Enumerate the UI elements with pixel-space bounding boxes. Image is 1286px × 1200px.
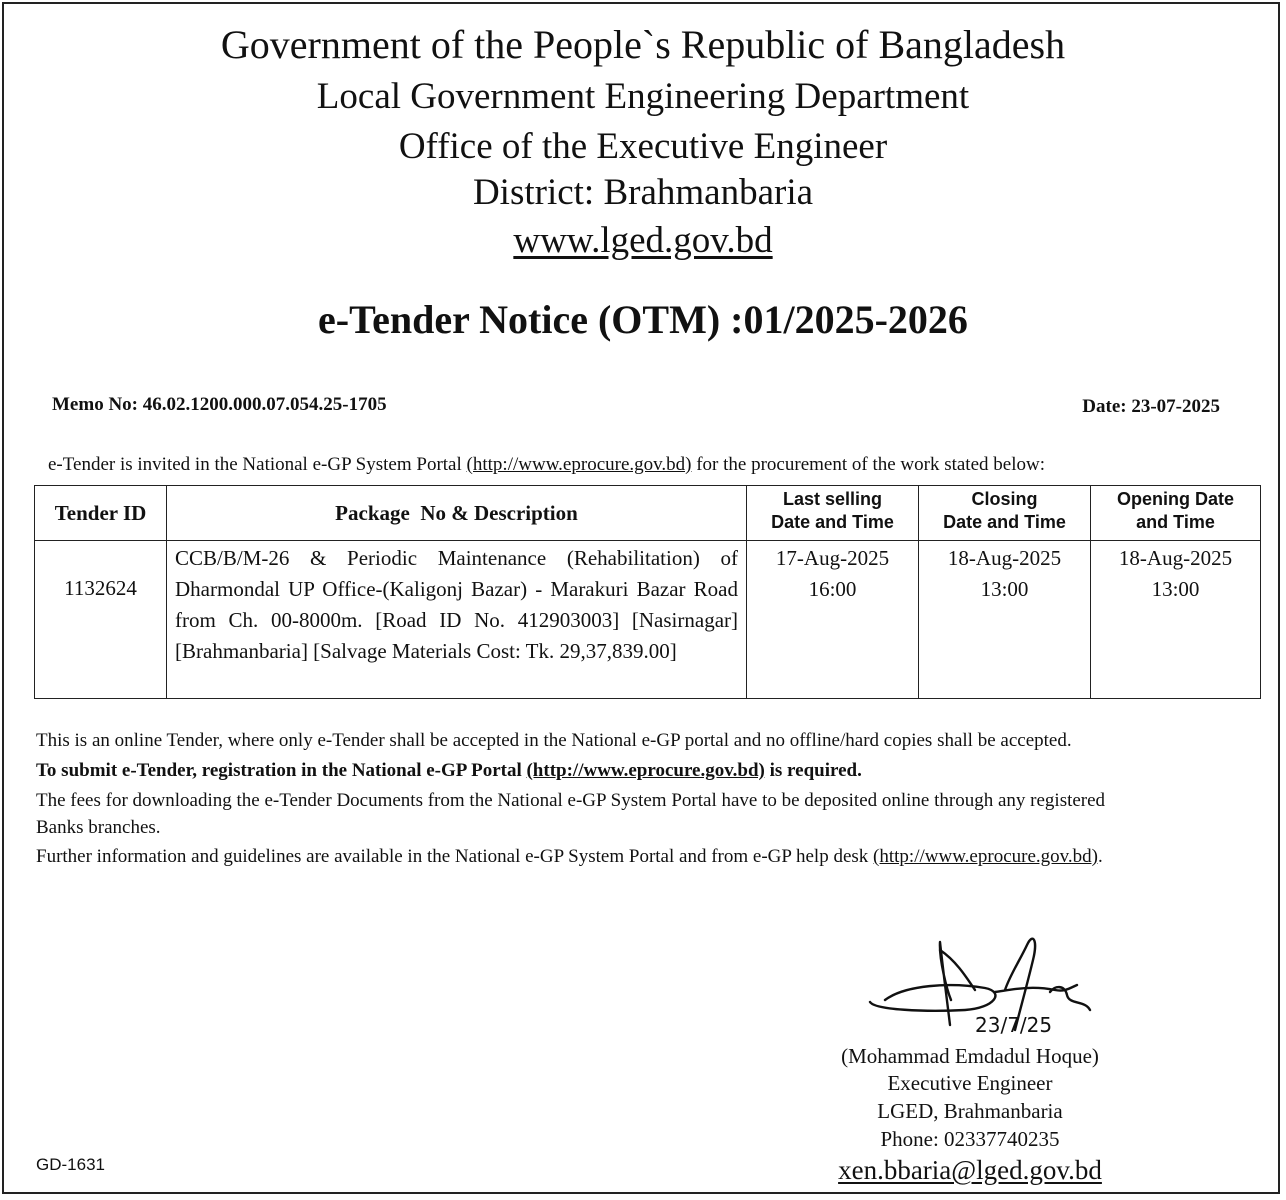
header-last-selling-line2: Date and Time (771, 512, 894, 532)
header-closing-line1: Closing (971, 489, 1038, 509)
closing-cell (919, 541, 1091, 699)
header-tender-id: Tender ID (35, 486, 167, 541)
signatory-office: LGED, Brahmanbaria (877, 1099, 1063, 1123)
header-district: District: Brahmanbaria (472, 172, 814, 213)
header-package: Package No & Description (167, 486, 747, 541)
intro-text (48, 454, 1045, 476)
header-office: Office of the Executive Engineer (398, 126, 888, 167)
notice-title: e-Tender Notice (OTM) :01/2025-2026 (318, 297, 968, 342)
eprocure-link[interactable]: (http://www.eprocure.gov.bd) (466, 454, 692, 475)
registration-before: To submit e-Tender, registration in the National e-GP Portal (36, 760, 527, 781)
opening-cell (1091, 541, 1261, 699)
tender-table (34, 485, 1261, 699)
opening-date: 18-Aug-2025 (1118, 546, 1233, 570)
table-header-row (35, 486, 1261, 541)
header-closing (919, 486, 1091, 541)
help-desk-link[interactable]: (http://www.eprocure.gov.bd) (873, 846, 1098, 867)
notice-date: Date: 23-07-2025 (1082, 396, 1220, 417)
table-row (35, 541, 1261, 699)
header-opening-line1: Opening Date (1116, 489, 1234, 509)
signatory-designation: Executive Engineer (887, 1071, 1053, 1095)
header-opening-line2: and Time (1136, 512, 1215, 532)
memo-number: Memo No: 46.02.1200.000.07.054.25-1705 (52, 394, 387, 415)
signatory-email-link[interactable]: xen.bbaria@lged.gov.bd (838, 1155, 1102, 1185)
signatory-phone: Phone: 02337740235 (880, 1127, 1060, 1151)
header-website-line (0, 220, 1286, 262)
closing-date: 18-Aug-2025 (947, 546, 1062, 570)
header-closing-line2: Date and Time (943, 512, 1066, 532)
further-info-after: . (1097, 846, 1103, 867)
handwritten-signature (855, 930, 1135, 1050)
last-selling-date: 17-Aug-2025 (775, 546, 890, 570)
tender-id-cell: 1132624 (35, 541, 167, 699)
further-info-before: Further information and guidelines are available in the National e-GP System Portal and from e-GP help desk (36, 846, 874, 867)
intro-before: e-Tender is invited in the National e-GP System Portal (48, 454, 467, 475)
registration-after: is required. (764, 760, 862, 781)
header-last-selling-line1: Last selling (782, 489, 883, 509)
package-description-cell: CCB/B/M-26 & Periodic Maintenance (Rehabilitation) of Dharmondal UP Office-(Kaligonj Bazar) - Marakuri Bazar Road from Ch. 00-8000m. [Road ID No. 412903003] [Nasirnagar] [Brahmanbaria] [Salvage Materials Cost: Tk. 29,37,839.00] (167, 541, 747, 699)
header-last-selling (747, 486, 919, 541)
header-opening (1091, 486, 1261, 541)
opening-time: 13:00 (1151, 577, 1200, 601)
intro-after: for the procurement of the work stated below: (691, 454, 1045, 475)
signatory-name: (Mohammad Emdadul Hoque) (841, 1044, 1099, 1068)
further-info-note (36, 846, 1103, 868)
online-tender-note: This is an online Tender, where only e-Tender shall be accepted in the National e-GP portal and no offline/hard copies shall be accepted. (36, 730, 1072, 751)
closing-time: 13:00 (980, 577, 1029, 601)
registration-note (36, 760, 862, 782)
last-selling-time: 16:00 (808, 577, 857, 601)
fees-note: The fees for downloading the e-Tender Documents from the National e-GP System Portal have to be deposited online through any registered (36, 790, 1106, 811)
last-selling-cell (747, 541, 919, 699)
registration-link[interactable]: (http://www.eprocure.gov.bd) (526, 760, 765, 781)
footer-code: GD-1631 (36, 1155, 105, 1174)
website-link[interactable]: www.lged.gov.bd (513, 220, 773, 261)
header-government: Government of the People`s Republic of Bangladesh (220, 22, 1066, 67)
fees-note-continued: Banks branches. (36, 817, 161, 838)
header-department: Local Government Engineering Department (316, 76, 970, 117)
signature-date: 23/7/25 (975, 1013, 1053, 1037)
